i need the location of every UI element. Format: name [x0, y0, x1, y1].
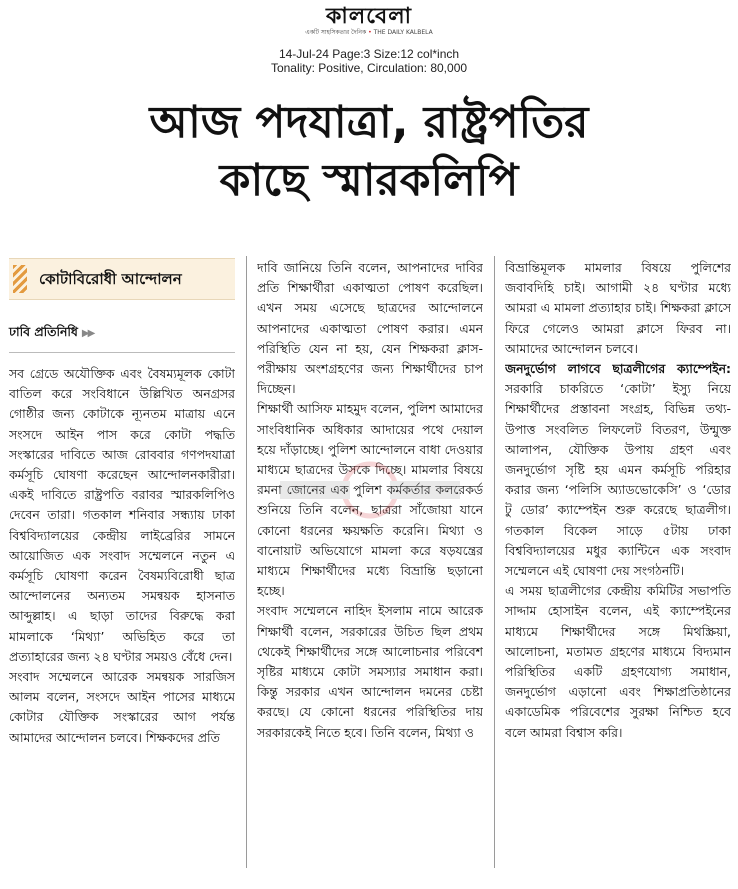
column-divider-1 — [246, 256, 247, 868]
tagline-separator-dot: • — [368, 29, 372, 36]
column-3-subhead: জনদুর্ভোগ লাগবে ছাত্রলীগের ক্যাম্পেইন: — [505, 361, 731, 377]
column-2-paragraph-2: শিক্ষার্থী আসিফ মাহমুদ বলেন, পুলিশ আমাদের সাংবিধানিক অধিকার আদায়ের পথে দেয়াল হয়ে দাঁড়াচ্ছে। পুলিশ আন্দোলনে বাধা দেওয়ার মাধ্যমে ছাত্রদের উসকে দিচ্ছে। মামলার বিষয়ে রমনা জোনের এক পুলিশ কর্মকর্তার কলরেকর্ড শুনিয়ে তিনি বলেন, ছাত্ররা সাঁজোয়া যানে কোনো ধরনের ক্ষয়ক্ষতি করেনি। মিথ্যা ও বানোয়াট অভিযোগে মামলা করে ষড়যন্ত্রের মাধ্যমে শিক্ষার্থীদের মধ্যে বিভ্রান্তি ছড়ানো হচ্ছে। — [257, 401, 483, 599]
kicker-ornament-icon — [13, 265, 27, 293]
article-column-1 — [9, 364, 235, 864]
kicker-label: কোটাবিরোধী আন্দোলন — [39, 270, 182, 288]
headline-line-2: কাছে স্মারকলিপি — [219, 155, 519, 206]
kicker-box — [9, 258, 235, 300]
clip-metadata — [0, 47, 738, 75]
byline-text: ঢাবি প্রতিনিধি — [9, 324, 78, 339]
column-1-paragraph-1: সব গ্রেডে অযৌক্তিক এবং বৈষম্যমূলক কোটা বাতিল করে সংবিধানে উল্লিখিত অনগ্রসর গোষ্ঠীর জন্য কোটাকে ন্যূনতম মাত্রায় এনে সংসদে আইন পাস করে কোটা পদ্ধতি সংস্কারের দাবিতে আজ রোববার গণপদযাত্রা কর্মসূচি ঘোষণা করেছেন আন্দোলনকারীরা। একই দাবিতে রাষ্ট্রপতি বরাবর স্মারকলিপিও দেবেন তারা। গতকাল শনিবার সন্ধ্যায় ঢাকা বিশ্ববিদ্যালয়ের কেন্দ্রীয় লাইব্রেরির সামনে আয়োজিত এক সংবাদ সম্মেলনে নতুন এ কর্মসূচি ঘোষণা করেন বৈষম্যবিরোধী ছাত্র আন্দোলনের অন্যতম সমন্বয়ক হাসনাত আব্দুল্লাহ। এ ছাড়া তাদের বিরুদ্ধে করা মামলাকে ‘মিথ্যা’ অভিহিত করে তা প্রত্যাহারের জন্য ২৪ ঘণ্টার সময়ও বেঁধে দেন। — [9, 366, 235, 664]
column-3-paragraph-1: বিভ্রান্তিমূলক মামলার বিষয়ে পুলিশের জবাবদিহি চাই। আগামী ২৪ ঘণ্টার মধ্যে আমরা এ মামলা প্রত্যাহার চাই। শিক্ষকরা ক্লাসে ফিরে গেলেও আমরা ক্লাসে ফিরব না। আমাদের আন্দোলন চলবে। — [505, 260, 731, 356]
column-2-paragraph-1: দাবি জানিয়ে তিনি বলেন, আপনাদের দাবির প্রতি শিক্ষার্থীরা একাত্মতা পোষণ করেছিল। এখন সময় এসেছে ছাত্রদের আন্দোলনে আপনাদের একাত্মতা পোষণ করার। এমন পরিস্থিতি যেন না হয়, যেন শিক্ষকরা ক্লাস-পরীক্ষায় অংশগ্রহণের জন্য শিক্ষার্থীদের চাপ দিচ্ছেন। — [257, 260, 483, 397]
column-3-subhead-body: সরকারি চাকরিতে ‘কোটা’ ইস্যু নিয়ে শিক্ষার্থীদের প্রস্তাবনা সংগ্রহ, বিভিন্ন তথ্য-উপাত্ত সংবলিত লিফলেট বিতরণ, উন্মুক্ত আলাপন, যৌক্তিক উপায় গ্রহণ এবং জনদুর্ভোগ সৃষ্টি হয় এমন কর্মসূচি পরিহার করার জন্য ‘পলিসি অ্যাডভোকেসি’ ও ‘ডোর টু ডোর’ ক্যাম্পেইন শুরু করেছে ছাত্রলীগ। গতকাল বিকেল সাড়ে ৫টায় ঢাকা বিশ্ববিদ্যালয়ের মধুর ক্যান্টিনে এক সংবাদ সম্মেলনে এই ঘোষণা দেয় সংগঠনটি। — [505, 381, 731, 579]
masthead — [0, 4, 738, 37]
column-divider-2 — [494, 256, 495, 868]
headline — [40, 94, 698, 210]
column-2-paragraph-3: সংবাদ সম্মেলনে নাহিদ ইসলাম নামে আরেক শিক্ষার্থী বলেন, সরকারের উচিত ছিল প্রথম থেকেই শিক্ষার্থীদের সঙ্গে আলোচনার পরিবেশ সৃষ্টির মাধ্যমে কোটা সমস্যার সমাধান করা। কিন্তু সরকার এখন আন্দোলন দমনের চেষ্টা করছে। যে কোনো ধরনের পরিস্থিতির দায় সরকারকেই নিতে হবে। তিনি বলেন, মিথ্যা ও — [257, 603, 483, 740]
clip-tonality-circulation: Tonality: Positive, Circulation: 80,000 — [270, 61, 468, 75]
column-1-paragraph-2: সংবাদ সম্মেলনে আরেক সমন্বয়ক সারজিস আলম বলেন, সংসদে আইন পাসের মাধ্যমে কোটার যৌক্তিক সংস্কারের আগ পর্যন্ত আমাদের আন্দোলন চলবে। শিক্ষকদের প্রতি — [9, 669, 235, 745]
article-column-2 — [257, 258, 483, 870]
article-column-3 — [505, 258, 731, 870]
byline-rule — [9, 352, 235, 353]
column-3-paragraph-2 — [505, 359, 731, 581]
tagline-english: THE DAILY KALBELA — [373, 29, 433, 36]
headline-line-1: আজ পদযাত্রা, রাষ্ট্রপতির — [149, 97, 589, 148]
byline-arrow-icon: ▶▶ — [81, 328, 94, 339]
byline — [9, 322, 93, 344]
newspaper-logo: কালবেলা — [325, 3, 413, 29]
column-3-paragraph-3: এ সময় ছাত্রলীগের কেন্দ্রীয় কমিটির সভাপতি সাদ্দাম হোসাইন বলেন, এই ক্যাম্পেইনের মাধ্যমে শিক্ষার্থীদের সঙ্গে মিথস্ক্রিয়া, আলোচনা, মতামত গ্রহণের মাধ্যমে বিদ্যমান পরিস্থিতির একটি গ্রহণযোগ্য সমাধান, জনদুর্ভোগ এড়ানো এবং শিক্ষাপ্রতিষ্ঠানের একাডেমিক পরিবেশের সুরক্ষা নিশ্চিত হবে বলে আমরা বিশ্বাস করি। — [505, 583, 731, 740]
tagline-bangla: একটি সাহসিকতার দৈনিক — [305, 29, 367, 36]
masthead-tagline — [0, 29, 738, 37]
clip-date-page-size: 14-Jul-24 Page:3 Size:12 col*inch — [278, 47, 460, 61]
